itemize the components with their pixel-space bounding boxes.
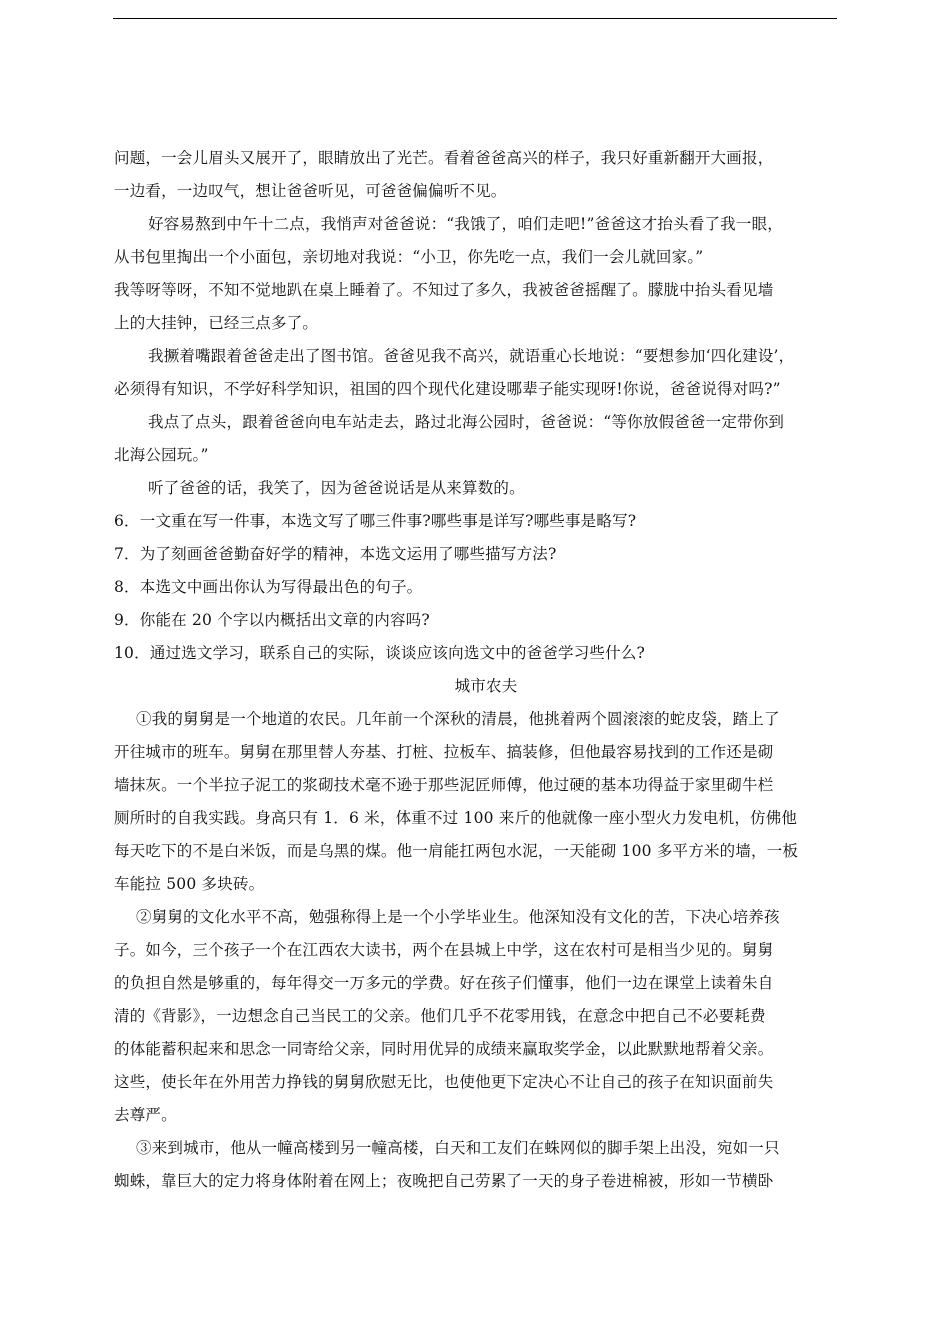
text-line: ③来到城市，他从一幢高楼到另一幢高楼，白天和工友们在蛛网似的脚手架上出没，宛如一只 xyxy=(136,1139,780,1157)
text-line: 从书包里掏出一个小面包，亲切地对我说：“小卫，你先吃一点，我们一会儿就回家。” xyxy=(114,248,704,266)
document-body xyxy=(114,142,838,1198)
text-line: 墙抹灰。一个半拉子泥工的浆砌技术毫不逊于那些泥匠师傅，他过硬的基本功得益于家里砌牛栏 xyxy=(114,776,774,794)
text-line: 开往城市的班车。舅舅在那里替人夯基、打桩、拉板车、搞装修，但他最容易找到的工作还是砌 xyxy=(114,743,774,761)
text-line: ①我的舅舅是一个地道的农民。几年前一个深秋的清晨，他挑着两个圆滚滚的蛇皮袋，踏上了 xyxy=(136,710,780,728)
text-line: 的体能蓄积起来和思念一同寄给父亲，同时用优异的成绩来赢取奖学金，以此默默地帮着父亲。 xyxy=(114,1040,774,1058)
text-line: 蜘蛛，靠巨大的定力将身体附着在网上；夜晚把自己劳累了一天的身子卷进棉被，形如一节横卧 xyxy=(114,1172,774,1190)
text-line: 必须得有知识，不学好科学知识，祖国的四个现代化建设哪辈子能实现呀!你说，爸爸说得对吗?” xyxy=(114,380,781,398)
header-rule xyxy=(113,18,837,19)
text-line: 每天吃下的不是白米饭，而是乌黑的煤。他一肩能扛两包水泥，一天能砌 100 多平方米的墙，一板 xyxy=(114,842,799,860)
text-line: 清的《背影》，一边想念自己当民工的父亲。他们几乎不花零用钱，在意念中把自己不必要耗费 xyxy=(114,1007,766,1025)
question-line: 6．一文重在写一件事，本选文写了哪三件事?哪些事是详写?哪些事是略写? xyxy=(114,512,637,530)
text-line: 一边看，一边叹气，想让爸爸听见，可爸爸偏偏听不见。 xyxy=(114,182,507,200)
text-line: 这些，使长年在外用苦力挣钱的舅舅欣慰无比，也使他更下定决心不让自己的孩子在知识面前失 xyxy=(114,1073,774,1091)
text-line: 的负担自然是够重的，每年得交一万多元的学费。好在孩子们懂事，他们一边在课堂上读着朱自 xyxy=(114,974,774,992)
question-line: 7．为了刻画爸爸勤奋好学的精神，本选文运用了哪些描写方法? xyxy=(114,545,557,563)
text-line: 我等呀等呀，不知不觉地趴在桌上睡着了。不知过了多久，我被爸爸摇醒了。朦胧中抬头看见墙 xyxy=(114,281,774,299)
question-line: 10．通过选文学习，联系自己的实际，谈谈应该向选文中的爸爸学习些什么? xyxy=(114,644,646,662)
text-line: 厕所时的自我实践。身高只有 1．6 米，体重不过 100 来斤的他就像一座小型火力发电机，仿佛他 xyxy=(114,809,798,827)
text-line: 好容易熬到中午十二点，我悄声对爸爸说：“我饿了，咱们走吧!”爸爸这才抬头看了我一眼， xyxy=(148,215,783,233)
text-line: ②舅舅的文化水平不高，勉强称得上是一个小学毕业生。他深知没有文化的苦，下决心培养孩 xyxy=(136,908,780,926)
question-line: 9．你能在 20 个字以内概括出文章的内容吗? xyxy=(114,611,430,629)
text-line: 听了爸爸的话，我笑了，因为爸爸说话是从来算数的。 xyxy=(148,479,525,497)
question-line: 8．本选文中画出你认为写得最出色的句子。 xyxy=(114,578,423,596)
article-title: 城市农夫 xyxy=(454,677,518,695)
text-line: 子。如今，三个孩子一个在江西农大读书，两个在县城上中学，这在农村可是相当少见的。舅舅 xyxy=(114,941,774,959)
text-line: 问题，一会儿眉头又展开了，眼睛放出了光芒。看着爸爸高兴的样子，我只好重新翻开大画报， xyxy=(114,149,774,167)
text-line: 我点了点头，跟着爸爸向电车站走去，路过北海公园时，爸爸说：“等你放假爸爸一定带你到 xyxy=(148,413,785,431)
text-line: 去尊严。 xyxy=(114,1106,177,1124)
text-line: 我撅着嘴跟着爸爸走出了图书馆。爸爸见我不高兴，就语重心长地说：“要想参加‘四化建设’， xyxy=(148,347,795,365)
text-line: 上的大挂钟，已经三点多了。 xyxy=(114,314,319,332)
text-line: 车能拉 500 多块砖。 xyxy=(114,875,265,893)
text-line: 北海公园玩。” xyxy=(114,446,209,464)
